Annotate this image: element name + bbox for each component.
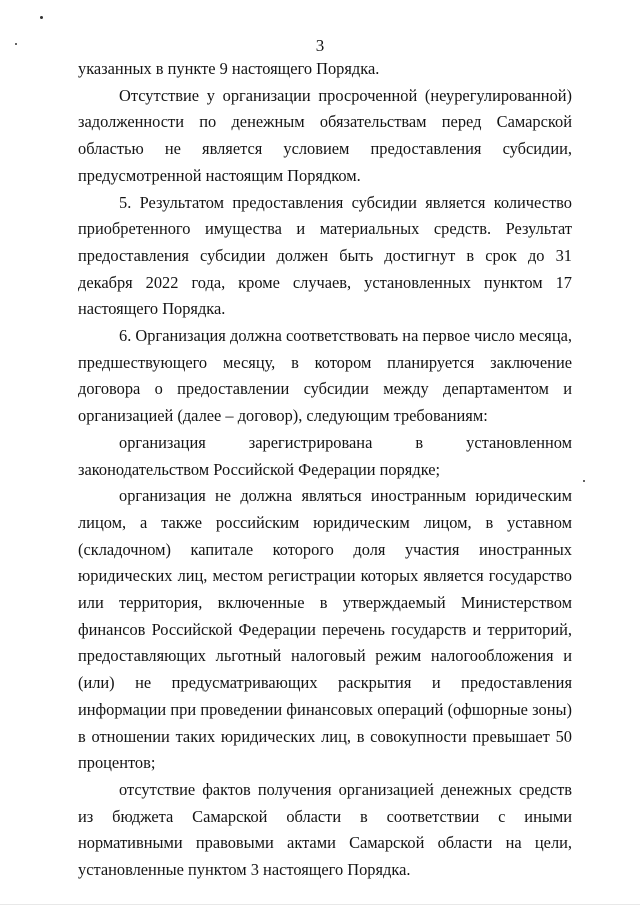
scan-speck [40, 16, 43, 19]
document-body [78, 56, 572, 884]
scan-speck [583, 480, 585, 482]
paragraph-requirements: 6. Организация должна соответствовать на первое число месяца, предшествующего месяцу, в котором планируется заключение договора о предоставлении субсидии между департаментом и организацией (далее – договор), следующим требованиям: [78, 326, 572, 426]
paragraph-debt-condition: Отсутствие у организации просроченной (неурегулированной) задолженности по денежным обязательствам перед Самарской областью не является условием предоставления субсидии, предусмотренной настоящим Порядком. [78, 85, 572, 185]
paragraph-budget-funds: отсутствие фактов получения организацией денежных средств из бюджета Самарской области в соответствии с иными нормативными правовыми актами Самарской области на цели, установленные пунктом 3 настоящего Порядка. [78, 779, 572, 880]
paragraph-registration: организация зарегистрирована в установленном законодательством Российской Федерации порядке; [78, 432, 572, 479]
paragraph-foreign-entity: организация не должна являться иностранным юридическим лицом, а также российским юридическим лицом, в уставном (складочном) капитале которого доля участия иностранных юридических лиц, местом регистрации которых является государство или территория, включенные в утверждаемый Министерством финансов Российской Федерации перечень государств и территорий, предоставляющих льготный налоговый режим налогообложения и (или) не предусматривающих раскрытия и предоставления информации при проведении финансовых операций (офшорные зоны) в отношении таких юридических лиц, в совокупности превышает 50 процентов; [78, 486, 572, 773]
page-number: 3 [315, 36, 325, 55]
paragraph-result: 5. Результатом предоставления субсидии является количество приобретенного имущества и материальных средств. Результат предоставления субсидии должен быть достигнут в срок до 31 декабря 2022 года, кроме случаев, установленных пунктом 17 настоящего Порядка. [78, 192, 572, 319]
paragraph-continuation: указанных в пункте 9 настоящего Порядка. [78, 59, 380, 78]
